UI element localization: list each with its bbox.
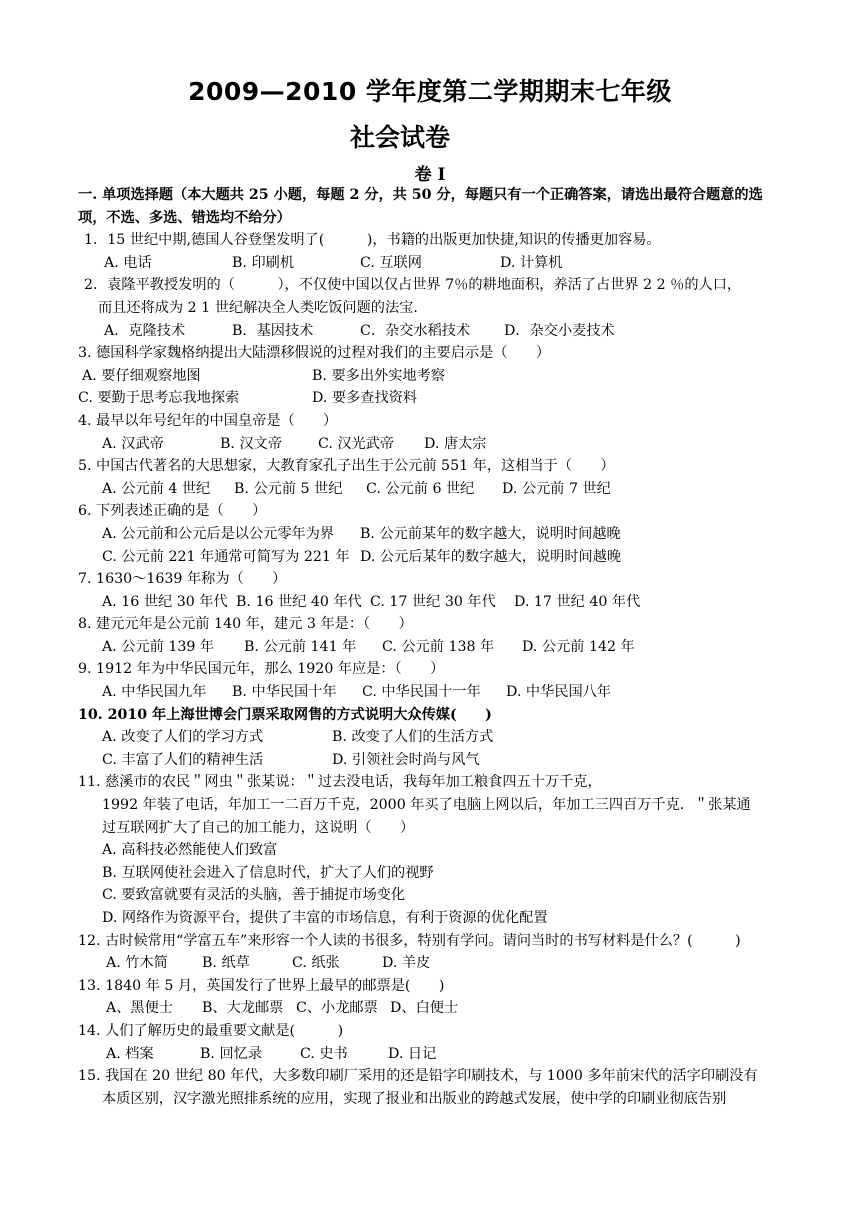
section-heading: 一. 单项选择题（本大题共 25 小题，每题 2 分，共 50 分，每题只有一个正确答案，请选出最符合题意的选 — [78, 187, 763, 203]
option-b: B. 印刷机 — [232, 254, 295, 271]
option-c: C. 汉光武帝 — [318, 435, 395, 452]
exam-content — [78, 184, 784, 1110]
question-options — [78, 478, 784, 501]
option-b: B. 要多出外实地考察 — [312, 367, 445, 384]
question-stem-cont: 1992 年装了电话，年加工一二百万千克，2000 年买了电脑上网以后，年加工三四百万千克．＂张某通 — [102, 797, 751, 814]
question-options — [78, 952, 784, 975]
option-d: D. 要多查找资料 — [312, 390, 418, 407]
option-c: C. 公元前 6 世纪 — [366, 480, 475, 497]
question-stem-cont: 过互联网扩大了自己的加工能力，这说明（ ） — [102, 819, 415, 836]
option-d: D．杂交小麦技术 — [504, 322, 615, 339]
option-d: D、白便士 — [390, 1000, 459, 1017]
question-4 — [78, 410, 784, 455]
question-options — [78, 636, 784, 659]
question-options — [78, 591, 784, 614]
option-a: A. 改变了人们的学习方式 — [102, 729, 264, 746]
question-stem-cont: 而且还将成为 2 1 世纪解决全人类吃饭问题的法宝. — [98, 299, 418, 316]
option-b: B. 互联网使社会进入了信息时代，扩大了人们的视野 — [102, 864, 434, 881]
option-a: A. 高科技必然能使人们致富 — [102, 842, 278, 859]
question-stem: 10. 2010 年上海世博会门票采取网售的方式说明大众传媒( ) — [78, 706, 492, 723]
question-11 — [78, 771, 784, 929]
option-d: D. 中华民国八年 — [506, 684, 612, 701]
question-6 — [78, 500, 784, 568]
question-stem: 2．袁隆平教授发明的（ ），不仅使中国以仅占世界 7％的耕地面积，养活了占世界 2 2 ％的人口， — [84, 277, 742, 294]
option-c: C. 丰富了人们的精神生活 — [102, 751, 264, 768]
option-c: C. 公元前 221 年通常可简写为 221 年 — [102, 548, 350, 565]
option-d: D. 计算机 — [500, 254, 563, 271]
option-d: D. 日记 — [388, 1045, 437, 1062]
option-d: D. 引领社会时尚与风气 — [332, 751, 480, 768]
option-b: B、大龙邮票 — [202, 1000, 284, 1017]
option-d: D. 网络作为资源平台，提供了丰富的市场信息，有利于资源的优化配置 — [102, 910, 548, 926]
option-c: C. 中华民国十一年 — [362, 684, 481, 701]
question-stem: 3. 德国科学家魏格纳提出大陆漂移假说的过程对我们的主要启示是（ ） — [78, 345, 551, 362]
question-options — [78, 681, 784, 704]
option-d: D. 公元前 7 世纪 — [502, 480, 611, 497]
question-options — [78, 1043, 784, 1066]
option-d: D. 17 世纪 40 年代 — [514, 593, 641, 610]
question-stem: 11. 慈溪市的农民＂网虫＂张某说：＂过去没电话，我每年加工粮食四五十万千克， — [78, 774, 602, 791]
question-options — [78, 726, 784, 749]
question-options — [78, 387, 784, 410]
exam-subtitle: 社会试卷 — [349, 123, 450, 152]
question-options — [78, 523, 784, 546]
volume-label: 卷 I — [414, 165, 446, 185]
question-options — [78, 997, 784, 1020]
option-a: A. 公元前 4 世纪 — [102, 480, 211, 497]
question-12 — [78, 930, 784, 975]
section-heading-cont: 项，不选、多选、错选均不给分） — [78, 209, 291, 226]
question-15 — [78, 1065, 784, 1110]
option-a: A. 汉武帝 — [102, 435, 164, 452]
question-stem: 12. 古时候常用“学富五车”来形容一个人读的书很多，特别有学问。请问当时的书写材料是什么？( ) — [78, 932, 741, 949]
question-9 — [78, 658, 784, 703]
question-stem: 1．15 世纪中期,德国人谷登堡发明了( )，书籍的出版更加快捷,知识的传播更加容易。 — [84, 232, 661, 249]
question-stem: 7. 1630～1639 年称为（ ） — [78, 571, 287, 588]
option-b: B. 公元前 5 世纪 — [234, 480, 343, 497]
option-a: A、黑便士 — [106, 1000, 173, 1017]
option-b: B. 中华民国十年 — [232, 684, 337, 701]
question-stem: 9. 1912 年为中华民国元年，那么 1920 年应是：（ ） — [78, 661, 445, 678]
option-a: A. 电话 — [104, 254, 152, 271]
question-3 — [78, 342, 784, 410]
question-1 — [78, 229, 784, 274]
option-c: C. 互联网 — [360, 254, 422, 271]
option-d: D. 公元前 142 年 — [522, 638, 635, 655]
question-14 — [78, 1020, 784, 1065]
question-7 — [78, 568, 784, 613]
option-c: C. 要致富就要有灵活的头脑，善于捕捉市场变化 — [102, 887, 406, 904]
question-options — [78, 546, 784, 569]
question-stem-cont: 本质区别，汉字激光照排系统的应用，实现了报业和出版业的跨越式发展，使中学的印刷业彻底告别 — [102, 1090, 727, 1107]
option-c: C. 纸张 — [292, 955, 340, 972]
question-stem: 15. 我国在 20 世纪 80 年代，大多数印刷厂采用的还是铅字印刷技术，与 1000 多年前宋代的活字印刷没有 — [78, 1068, 758, 1085]
question-options — [78, 365, 784, 388]
exam-title: 2009—2010 学年度第二学期期末七年级 — [188, 77, 672, 106]
question-10 — [78, 704, 784, 772]
question-options — [78, 433, 784, 456]
question-options — [78, 320, 784, 343]
option-c: C．杂交水稻技术 — [360, 322, 471, 339]
question-stem: 13. 1840 年 5 月，英国发行了世界上最早的邮票是( ) — [78, 977, 445, 994]
option-b: B. 公元前 141 年 — [244, 638, 357, 655]
option-a: A. 中华民国九年 — [102, 684, 207, 701]
option-c: C、小龙邮票 — [296, 1000, 378, 1017]
question-stem: 8. 建元元年是公元前 140 年，建元 3 年是：（ ） — [78, 616, 413, 633]
option-c: C. 要勤于思考忘我地探索 — [78, 390, 240, 407]
option-d: D. 唐太宗 — [424, 435, 487, 452]
option-b: B. 改变了人们的生活方式 — [332, 729, 494, 746]
question-options — [78, 252, 784, 275]
option-a: A. 要仔细观察地图 — [82, 367, 201, 384]
question-stem: 14. 人们了解历史的最重要文献是( ) — [78, 1022, 344, 1039]
option-b: B．基因技术 — [232, 322, 314, 339]
question-stem: 4. 最早以年号纪年的中国皇帝是（ ） — [78, 412, 338, 429]
option-c: C. 17 世纪 30 年代 — [370, 593, 496, 610]
option-b: B. 汉文帝 — [220, 435, 283, 452]
question-5 — [78, 455, 784, 500]
option-c: C. 公元前 138 年 — [382, 638, 495, 655]
option-a: A. 档案 — [106, 1045, 154, 1062]
option-c: C. 史书 — [300, 1045, 348, 1062]
option-a: A．克隆技术 — [104, 322, 186, 339]
option-b: B. 回忆录 — [200, 1045, 263, 1062]
question-stem: 5. 中国古代著名的大思想家，大教育家孔子出生于公元前 551 年，这相当于（ ） — [78, 458, 615, 475]
option-a: A. 竹木简 — [106, 955, 168, 972]
option-a: A. 公元前 139 年 — [102, 638, 215, 655]
question-stem: 6. 下列表述正确的是（ ） — [78, 503, 267, 520]
question-8 — [78, 613, 784, 658]
question-13 — [78, 975, 784, 1020]
question-options — [78, 749, 784, 772]
option-b: B. 16 世纪 40 年代 — [236, 593, 362, 610]
option-d: D. 羊皮 — [382, 955, 431, 972]
option-a: A. 16 世纪 30 年代 — [102, 593, 228, 610]
option-b: B. 公元前某年的数字越大，说明时间越晚 — [360, 525, 621, 542]
question-2 — [78, 274, 784, 342]
option-b: B. 纸草 — [202, 955, 250, 972]
option-d: D. 公元后某年的数字越大，说明时间越晚 — [360, 548, 622, 565]
option-a: A. 公元前和公元后是以公元零年为界 — [102, 525, 335, 542]
